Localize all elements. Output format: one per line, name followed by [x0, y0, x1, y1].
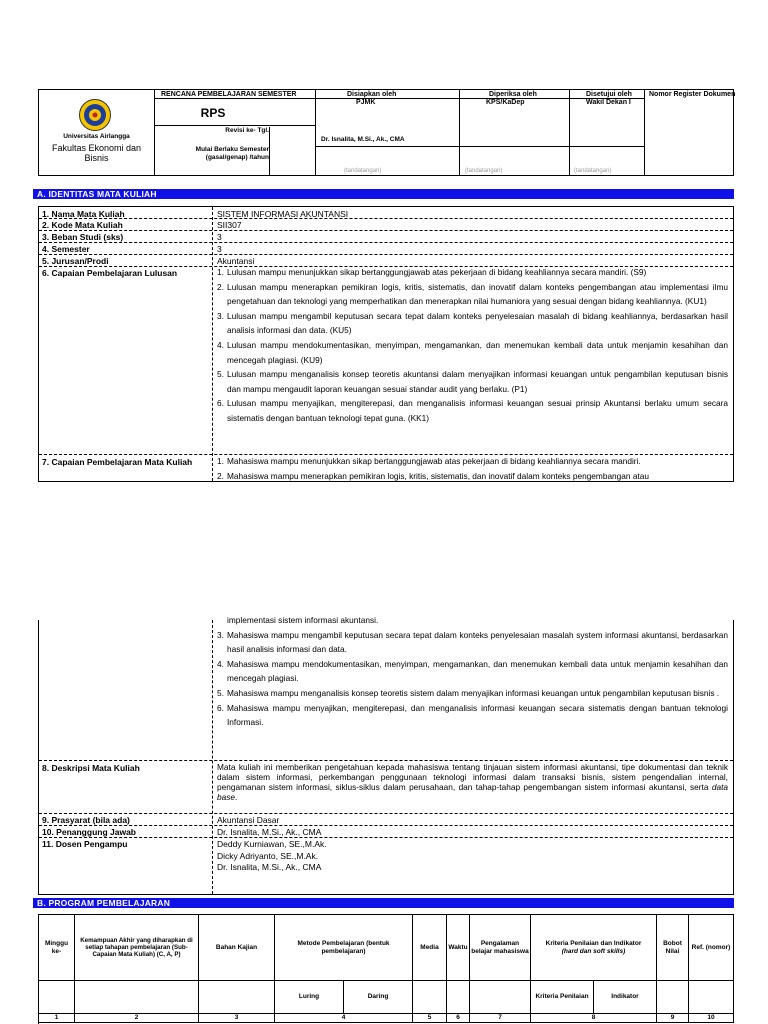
cpl-list	[217, 265, 728, 426]
nomor-register-label: Nomor Register Dokumen	[649, 91, 736, 98]
label-semester: 4. Semester	[42, 244, 90, 254]
pjmk-label: PJMK	[356, 99, 376, 106]
num-9: 9	[657, 1014, 689, 1023]
university-logo-icon	[73, 98, 117, 132]
list-item: 6. Mahasiswa mampu menyajikan, mengiterepasi, dan menganalisis informasi keuangan secara sistematis dengan bantuan teknologi Informasi.	[217, 702, 728, 728]
list-item: 6. Lulusan mampu menyajikan, mengiterepasi, dan menganalisis informasi keuangan sesuai prinsip Akuntansi berlaku umum secara sistematis dengan bantuan teknologi tepat guna. (KK1)	[217, 398, 728, 423]
col-luring: Luring	[275, 981, 344, 1014]
identity-table	[38, 206, 734, 482]
label-cpmk: 7. Capaian Pembelajaran Mata Kuliah	[42, 457, 193, 467]
value-kode: SII307	[217, 220, 242, 230]
list-item: 2. Lulusan mampu menerapkan pemikiran logis, kritis, sistematis, dan inovatif dalam konteks pengembangan atau implementasi ilmu pengetahuan dan teknologi yang memperhatikan dan menerapkan nilai humaniora yang sesuai dengan bidang keahliannya. (KU1)	[217, 281, 728, 307]
label-nama: 1. Nama Mata Kuliah	[42, 209, 125, 219]
col-daring: Daring	[344, 981, 413, 1014]
label-prasyarat: 9. Prasyarat (bila ada)	[42, 815, 130, 825]
cpmk-continued: implementasi sistem informasi akuntansi.	[227, 615, 379, 625]
col-bobot: Bobot Nilai	[657, 915, 689, 981]
mulai-berlaku-label: Mulai Berlaku Semester (gasal/genap) /tahun	[195, 146, 269, 161]
disetujui-label: Disetujui oleh	[586, 91, 632, 98]
col-waktu: Waktu	[447, 915, 470, 981]
university-name: Universitas Airlangga	[63, 133, 130, 140]
section-b-title: B. PROGRAM PEMBELAJARAN	[33, 898, 734, 908]
value-nama: SISTEM INFORMASI AKUNTANSI	[217, 209, 349, 219]
value-prasyarat: Akuntansi Dasar	[217, 815, 280, 825]
num-1: 1	[39, 1014, 75, 1023]
list-item: 2. Mahasiswa mampu menerapkan pemikiran logis, kritis, sistematis, dan inovatif dalam konteks pengembangan atau	[217, 470, 649, 481]
ttd-kps: (tandatangan)	[465, 168, 503, 174]
label-cpl: 6. Capaian Pembelajaran Lulusan	[42, 268, 178, 278]
revisi-label: Revisi ke- Tgl.	[225, 127, 269, 134]
label-penanggung-jawab: 10. Penanggung Jawab	[42, 827, 136, 837]
ttd-wakil: (tandatangan)	[574, 168, 612, 174]
col-indikator: Indikator	[594, 981, 657, 1014]
label-beban: 3. Beban Studi (sks)	[42, 232, 124, 242]
faculty-name: Fakultas Ekonomi dan Bisnis	[51, 143, 142, 163]
value-semester: 3	[217, 244, 222, 254]
doc-type: RENCANA PEMBELAJARAN SEMESTER	[161, 91, 297, 98]
label-deskripsi: 8. Deskripsi Mata Kuliah	[42, 763, 140, 773]
list-item: 3. Lulusan mampu mengambil keputusan secara tepat dalam konteks penyelesaian masalah di bidang keahliannya, berdasarkan hasil analisis informasi dan data. (KU5)	[217, 310, 728, 336]
num-4: 4	[275, 1014, 413, 1023]
col-metode: Metode Pembelajaran (bentuk pembelajaran)	[275, 915, 413, 981]
cpmk-list-part2	[217, 628, 728, 730]
doc-code: RPS	[200, 106, 226, 120]
value-dosen: Deddy Kurniawan, SE.,M.Ak. Dicky Adriyanto, SE.,M.Ak. Dr. Isnalita, M.Si., Ak., CMA	[217, 839, 327, 872]
num-3: 3	[199, 1014, 275, 1023]
list-item: 1. Lulusan mampu menunjukkan sikap bertanggungjawab atas pekerjaan di bidang keahliannya secara mandiri. (S9)	[217, 267, 647, 277]
num-6: 6	[447, 1014, 470, 1023]
num-7: 7	[470, 1014, 531, 1023]
section-a-title: A. IDENTITAS MATA KULIAH	[33, 189, 734, 199]
value-penanggung-jawab: Dr. Isnalita, M.Si., Ak., CMA	[217, 827, 322, 837]
col-bahan: Bahan Kajian	[199, 915, 275, 981]
num-2: 2	[75, 1014, 199, 1023]
list-item: 4. Mahasiswa mampu mendokumentasikan, menyimpan, mengamankan, dan menemukan kembali data untuk menjamin kesahihan dan mencegah plagiasi.	[217, 658, 728, 684]
list-item: 1. Mahasiswa mampu menunjukkan sikap bertanggungjawab atas pekerjaan di bidang keahliannya secara mandiri.	[217, 456, 641, 466]
identity-table-continued	[38, 615, 734, 895]
label-kode: 2. Kode Mata Kuliah	[42, 220, 123, 230]
col-pengalaman: Pengalaman belajar mahasiswa	[470, 915, 531, 981]
list-item: 5. Mahasiswa mampu menganalisis konsep teoretis sistem dalam menyajikan informasi keuangan untuk pengambilan keputusan bisnis .	[217, 687, 720, 698]
num-10: 10	[689, 1014, 734, 1023]
col-kriteria: Kriteria Penilaian dan Indikator (hard dan soft skills)	[531, 915, 657, 981]
program-table	[38, 914, 734, 1024]
col-kriteria-penilaian: Kriteria Penilaian	[531, 981, 594, 1014]
pjmk-name: Dr. Isnalita, M.Si., Ak., CMA	[321, 136, 405, 143]
diperiksa-label: Diperiksa oleh	[489, 91, 537, 98]
wakil-dekan-label: Wakil Dekan I	[586, 99, 631, 106]
list-item: 4. Lulusan mampu mendokumentasikan, menyimpan, mengamankan, dan menemukan kembali data untuk menjamin kesahihan dan mencegah plagiasi. (KU9)	[217, 339, 728, 365]
list-item: 3. Mahasiswa mampu mengambil keputusan secara tepat dalam konteks penyelesaian masalah system informasi akuntansi, berdasarkan hasil analisis informasi dan data.	[217, 629, 728, 655]
list-item: 5. Lulusan mampu menganalisis konsep teoretis akuntansi dalam menyajikan informasi keuangan untuk pengambilan keputusan bisnis dan mampu mengaudit laporan keuangan sesuai standar audit yang berlaku. (P1)	[217, 369, 728, 394]
label-jurusan: 5. Jurusan/Prodi	[42, 256, 109, 266]
kps-label: KPS/KaDep	[486, 99, 525, 106]
col-kemampuan: Kemampuan Akhir yang diharapkan di setiap tahapan pembelajaran (Sub-Capaian Mata Kuliah) (C, A, P)	[75, 915, 199, 981]
cpmk-list-part1	[217, 454, 728, 483]
num-5: 5	[413, 1014, 447, 1023]
label-dosen: 11. Dosen Pengampu	[42, 839, 128, 849]
col-media: Media	[413, 915, 447, 981]
disiapkan-label: Disiapkan oleh	[347, 91, 397, 98]
ttd-pjmk: (tandatangan)	[344, 168, 382, 174]
deskripsi-text: Mata kuliah ini memberikan pengetahuan kepada mahasiswa tentang tinjauan sistem informasi akuntansi, tipe dokumentasi dan teknik dalam sistem informasi, perkembangan penggunaan teknologi informasi dalam transaksi bisnis, sistem pengendalian internal, pengamanan sistem informasi, siklus-siklus dalam perusahaan, dan tahap-tahap pengembangan sistem informasi akuntansi, serta data base.	[217, 762, 728, 802]
col-ref: Ref. (nomor)	[689, 915, 734, 981]
col-minggu: Minggu ke-	[39, 915, 75, 981]
value-jurusan: Akuntansi	[217, 256, 255, 266]
value-beban: 3	[217, 232, 222, 242]
num-8: 8	[531, 1014, 657, 1023]
document-header	[38, 89, 734, 176]
